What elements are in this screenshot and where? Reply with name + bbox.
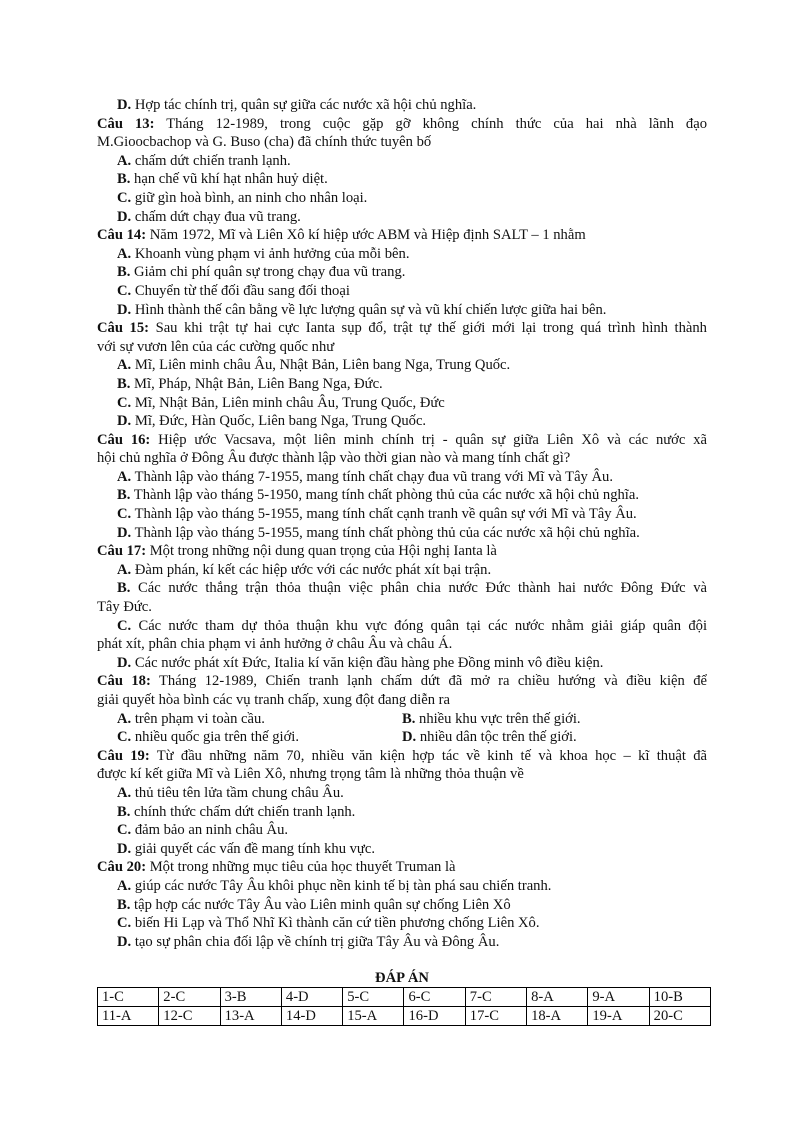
q16-stem: Câu 16: Hiệp ước Vacsava, một liên minh chính trị - quân sự giữa Liên Xô và các nước xã bbox=[97, 431, 707, 448]
q18-stem: Câu 18: Tháng 12-1989, Chiến tranh lạnh chấm dứt đã mở ra chiều hướng và điều kiện để bbox=[97, 673, 707, 690]
q12-option-d: D. Hợp tác chính trị, quân sự giữa các nước xã hội chủ nghĩa. bbox=[117, 97, 477, 113]
document-page bbox=[97, 96, 707, 1026]
answer-cell: 9-A bbox=[588, 988, 649, 1007]
q16-option-a: A. Thành lập vào tháng 7-1955, mang tính chất chạy đua vũ trang với Mĩ và Tây Âu. bbox=[117, 468, 613, 485]
answer-row bbox=[98, 1007, 711, 1026]
q14-option-c: C. Chuyển từ thế đối đầu sang đối thoại bbox=[117, 282, 350, 299]
q15-option-c: C. Mĩ, Nhật Bản, Liên minh châu Âu, Trung Quốc, Đức bbox=[117, 394, 445, 411]
q18-stem-cont: giải quyết hòa bình các vụ tranh chấp, xung đột đang diễn ra bbox=[97, 692, 450, 708]
q13-option-c: C. giữ gìn hoà bình, an ninh cho nhân loại. bbox=[117, 189, 368, 206]
q17-option-a: A. Đàm phán, kí kết các hiệp ước với các nước phát xít bại trận. bbox=[117, 561, 492, 578]
answer-cell: 4-D bbox=[281, 988, 342, 1007]
q18-options-row-2 bbox=[97, 728, 707, 747]
answer-row bbox=[98, 988, 711, 1007]
answer-cell: 14-D bbox=[281, 1007, 342, 1026]
q15-option-d: D. Mĩ, Đức, Hàn Quốc, Liên bang Nga, Trung Quốc. bbox=[117, 413, 427, 430]
q13-option-a: A. chấm dứt chiến tranh lạnh. bbox=[117, 152, 291, 169]
q17-option-d: D. Các nước phát xít Đức, Italia kí văn kiện đầu hàng phe Đồng minh vô điều kiện. bbox=[117, 654, 604, 671]
q14-option-a: A. Khoanh vùng phạm vi ảnh hưởng của mỗi bên. bbox=[117, 245, 410, 262]
q18-option-d: D. nhiều dân tộc trên thế giới. bbox=[402, 729, 577, 746]
q13-option-b: B. hạn chế vũ khí hạt nhân huỷ diệt. bbox=[117, 171, 328, 188]
q13-option-d: D. chấm dứt chạy đua vũ trang. bbox=[117, 208, 301, 225]
answer-cell: 13-A bbox=[220, 1007, 281, 1026]
answer-cell: 17-C bbox=[465, 1007, 526, 1026]
answer-key-table bbox=[97, 987, 711, 1026]
q15-stem-cont: với sự vươn lên của các cường quốc như bbox=[97, 338, 335, 355]
answer-cell: 6-C bbox=[404, 988, 465, 1007]
q14-option-d: D. Hình thành thế cân bằng về lực lượng quân sự và vũ khí chiến lược giữa hai bên. bbox=[117, 301, 607, 318]
answer-cell: 11-A bbox=[98, 1007, 159, 1026]
q17-option-c: C. Các nước tham dự thỏa thuận khu vực đóng quân tại các nước nhằm giải giáp quân đội bbox=[117, 617, 707, 634]
q19-option-a: A. thủ tiêu tên lửa tầm chung châu Âu. bbox=[117, 784, 344, 801]
q16-option-c: C. Thành lập vào tháng 5-1955, mang tính chất cạnh tranh về quân sự với Mĩ và Tây Âu. bbox=[117, 506, 637, 523]
answer-cell: 20-C bbox=[649, 1007, 710, 1026]
answer-cell: 16-D bbox=[404, 1007, 465, 1026]
q19-option-c: C. đảm bảo an ninh châu Âu. bbox=[117, 822, 289, 839]
answer-cell: 15-A bbox=[343, 1007, 404, 1026]
answer-key-title: ĐÁP ÁN bbox=[375, 970, 429, 987]
q19-option-d: D. giải quyết các vấn đề mang tính khu vực. bbox=[117, 840, 375, 857]
q18-option-c: C. nhiều quốc gia trên thế giới. bbox=[117, 729, 300, 746]
q18-option-a: A. trên phạm vi toàn cầu. bbox=[117, 710, 265, 727]
q15-option-a: A. Mĩ, Liên minh châu Âu, Nhật Bản, Liên bang Nga, Trung Quốc. bbox=[117, 357, 511, 374]
q20-option-c: C. biến Hi Lạp và Thổ Nhĩ Kì thành căn cứ tiền phương chống Liên Xô. bbox=[117, 915, 540, 932]
answer-cell: 1-C bbox=[98, 988, 159, 1007]
q20-stem: Câu 20: Một trong những mục tiêu của học thuyết Truman là bbox=[97, 859, 456, 876]
q17-option-b-cont: Tây Đức. bbox=[97, 599, 152, 616]
answer-cell: 18-A bbox=[527, 1007, 588, 1026]
q16-option-b: B. Thành lập vào tháng 5-1950, mang tính chất phòng thủ của các nước xã hội chủ nghĩa. bbox=[117, 487, 639, 504]
q19-stem-cont: được kí kết giữa Mĩ và Liên Xô, nhưng trọng tâm là những thỏa thuận về bbox=[97, 766, 524, 783]
q20-option-b: B. tập hợp các nước Tây Âu vào Liên minh quân sự chống Liên Xô bbox=[117, 896, 511, 913]
answer-cell: 19-A bbox=[588, 1007, 649, 1026]
q17-option-c-cont: phát xít, phân chia phạm vi ảnh hưởng ở châu Âu và châu Á. bbox=[97, 636, 453, 653]
answer-cell: 2-C bbox=[159, 988, 220, 1007]
q16-stem-cont: hội chủ nghĩa ở Đông Âu được thành lập vào thời gian nào và mang tính chất gì? bbox=[97, 450, 571, 467]
answer-cell: 8-A bbox=[527, 988, 588, 1007]
answer-cell: 7-C bbox=[465, 988, 526, 1007]
q13-stem: Câu 13: Tháng 12-1989, trong cuộc gặp gỡ không chính thức của hai nhà lãnh đạo bbox=[97, 115, 707, 132]
answer-cell: 5-C bbox=[343, 988, 404, 1007]
q15-stem: Câu 15: Sau khi trật tự hai cực Ianta sụp đổ, trật tự thế giới mới lại trong quá trình hình thành bbox=[97, 320, 707, 337]
q20-option-a: A. giúp các nước Tây Âu khôi phục nền kinh tế bị tàn phá sau chiến tranh. bbox=[117, 877, 552, 894]
q17-stem: Câu 17: Một trong những nội dung quan trọng của Hội nghị Ianta là bbox=[97, 543, 497, 560]
answer-cell: 10-B bbox=[649, 988, 710, 1007]
q13-stem-cont: M.Gioocbachop và G. Buso (cha) đã chính thức tuyên bố bbox=[97, 134, 432, 151]
q15-option-b: B. Mĩ, Pháp, Nhật Bản, Liên Bang Nga, Đức. bbox=[117, 375, 383, 392]
q14-option-b: B. Giảm chi phí quân sự trong chạy đua vũ trang. bbox=[117, 264, 406, 281]
q20-option-d: D. tạo sự phân chia đối lập về chính trị giữa Tây Âu và Đông Âu. bbox=[117, 933, 500, 950]
q16-option-d: D. Thành lập vào tháng 5-1955, mang tính chất phòng thủ của các nước xã hội chủ nghĩa. bbox=[117, 524, 640, 541]
answer-cell: 3-B bbox=[220, 988, 281, 1007]
q17-option-b: B. Các nước thắng trận thỏa thuận việc phân chia nước Đức thành hai nước Đông Đức và bbox=[117, 580, 707, 597]
q14-stem: Câu 14: Năm 1972, Mĩ và Liên Xô kí hiệp ước ABM và Hiệp định SALT – 1 nhằm bbox=[97, 227, 586, 244]
q18-options-row-1 bbox=[97, 710, 707, 729]
q19-option-b: B. chính thức chấm dứt chiến tranh lạnh. bbox=[117, 803, 356, 820]
q19-stem: Câu 19: Từ đầu những năm 70, nhiều văn kiện hợp tác về kinh tế và khoa học – kĩ thuật đã bbox=[97, 747, 707, 764]
answer-cell: 12-C bbox=[159, 1007, 220, 1026]
q18-option-b: B. nhiều khu vực trên thế giới. bbox=[402, 710, 581, 727]
